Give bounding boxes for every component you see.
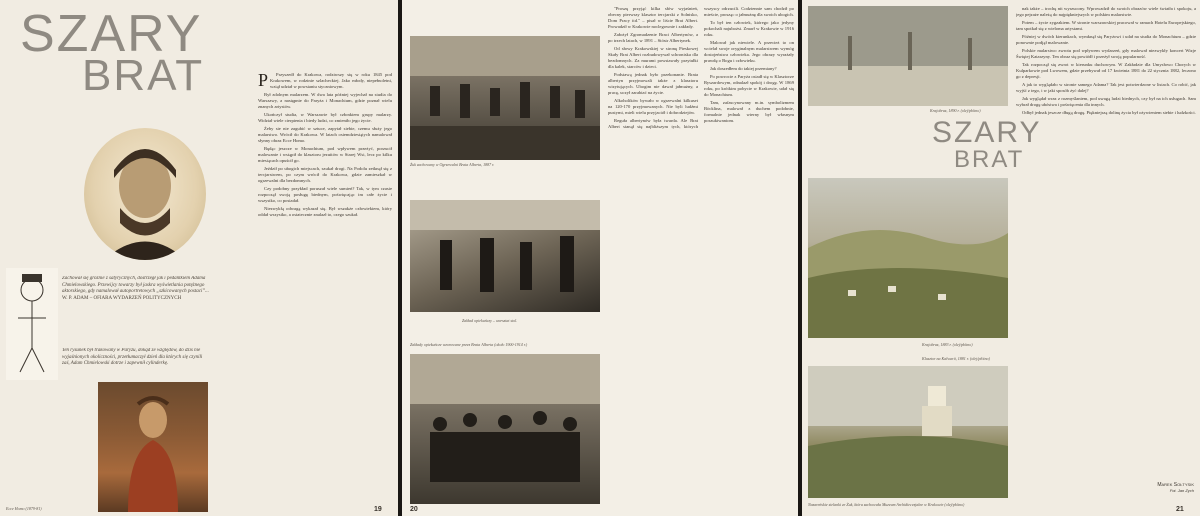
page-number-right: 21	[1176, 506, 1184, 513]
paragraph: Żeby sie nie zagubić w sztuce, zapytał siebie, czemu służy jego malarstwo. Wrócił do Krakowa. W latach osiemdziesiątych namalował słynny obraz Ecce Homo.	[258, 126, 392, 143]
right-page	[802, 0, 1200, 516]
author-name: Marek Sołtysik	[1157, 482, 1194, 488]
caption-winter: Krajobraz, 1890 r. (olej/płótno)	[930, 108, 981, 113]
ward-photo	[410, 36, 600, 160]
monastery-painting	[808, 366, 1008, 498]
paragraph: Po powrocie z Paryża osiadł się w Klasztorze Ryszardowym, odnalazł spokój i drogę. W 1869 roku, po krótkim pobycie w Krakowie, udał się do Monachium.	[704, 74, 794, 97]
caption-hills: Krajobraz, 1883 r. (olej/płótno)	[922, 342, 973, 347]
paragraph: Jak wyglądał wraz z rozmyślaniem, pod uwagą ludzi biednych, czy był na ich usługach. Sam wybrał drogę ubóstwa i poświęcenia dla innych.	[1016, 96, 1196, 107]
photo-caption-top: Żuk zachowany w Ogrzewalni Brata Alberta, 1887 r.	[410, 162, 495, 167]
paragraph: Tak rozpoczął się zwrot w kierunku duchowym. W Zakładzie dla Umysłowo Chorych w Kulparkowie pod Lwowem, gdzie przebywał od 17 kwietnia 1881 do 22 stycznia 1882, leczono go z depresji.	[1016, 62, 1196, 79]
paragraph: A jak to wyglądało w stronie samego Adama? Tak jest potwierdzone w listach. Co robić, jak wyjść z tego, i w jaki sposób żyć dalej?	[1016, 82, 1196, 93]
photo-caption-bottom: Zakłady opiekuńcze wzorowane przez Brata Alberta (około 1900-1914 r.)	[410, 342, 528, 347]
paragraph: Jeździł po ubogich miejscach, szukał drogi. Na Podolu zetknął się z tercjarstwem, po czym wrócił do Krakowa, gdzie zamieszkał w ogrzewalni dla bezdomnych.	[258, 166, 392, 183]
painting-credit: Ecce Homo (1879-81)	[6, 506, 42, 511]
portrait-illustration	[84, 128, 206, 260]
paragraph: Czy podobny przykład poruszał wiele sumień? Tak, w tym czasie rozpoczął swoją posługę biednym, poświęcając im całe życie i wszystko, co posiadał.	[258, 186, 392, 203]
paragraph: Niezwykłą odwagą wykazał się. Był wszakże człowiekiem, który oddał wszystko, a ostatecznie znalazł to, czego szukał.	[258, 206, 392, 217]
sketch-caption: Zachował się groźnie z satyrycznych, dostrzegł jak i pedantkiem Adama Chmielowskiego. Przewijcy towarzy był jaskra wyświetlania potężnego aktorskiego, gdy namalował autoportretowych „szkicowanych postaci”... W. P. ADAM – OFIARA WYDARZEŃ POLITYCZNYCH	[62, 276, 209, 301]
sketch-caption-signature: W. P. ADAM – OFIARA WYDARZEŃ POLITYCZNYCH	[62, 295, 182, 301]
caption-painting: Nazareńskie sielanki ze Żuk, która zachowała Muzeum Archidiecezjalne w Krakowie (olej/płótno)	[808, 502, 965, 507]
paragraph: Przyszedł do Krakowa, rodziwszy się w roku 1845 pod Krakowem, w rodzinie szlacheckiej. Jako młody, niepełnoletni, wziął udział w powstaniu styczniowym.	[270, 72, 392, 89]
paragraph: nak także – trochę nit wyrzucony. Wprowadził do swoich obrazów wiele światła i spokoju, a jego pejzaże należą do najpiękniejszych w polskim malarstwie.	[1016, 6, 1196, 17]
winter-landscape-painting	[808, 6, 1008, 106]
right-title-line1: SZARY	[932, 116, 1042, 149]
page-title-line1: SZARY	[20, 5, 203, 63]
middle-body-text	[608, 6, 794, 506]
sketch-note: Ten rysunek był trakowany w Paryżu, dokąd ze względów, do dziś nie wyjaśnionych okoliczności, przetłumaczył dzień dla których się czynili zaś, Adam Chmielowski dotrze i zapewnił cylinderkę.	[62, 348, 203, 366]
workshop-photo	[410, 200, 600, 312]
paragraph: Polskie malarstwo zwrotu pod wpływem wydarzeń, gdy malował niezwykły koncert Wizje Świętej Katarzyny. Ten obraz się powiódł i przeżył swoją popularność.	[1016, 48, 1196, 59]
sketch-caricature	[6, 268, 58, 380]
paragraph: Alkoholików bywało w ogrzewalni kilkuset na 120-170 przyjmowanych. Nie byli ludźmi pustymi, mieli wielu przyjaciół i dobrodziejów.	[608, 98, 698, 115]
paragraph: Jak doszedłem do takiej przemiany?	[710, 66, 777, 71]
left-body-text	[258, 72, 392, 508]
paragraph: To był ten człowiek, którego jako jedyny pokochali najubożsi. Zmarł w Krakowie w 1916 roku.	[704, 20, 794, 37]
right-body-text	[1016, 6, 1196, 476]
photo-caption-mid: Zakład opiekuńczy – warsztat stol.	[462, 318, 518, 323]
page-number: 19	[374, 506, 382, 513]
paragraph: Podstawą jednak było przekonanie. Brata albertyn przyjmowali także z klasztoru wizytujących. Ubogim nie dawał jałmużny, a pracę, uczył zarabiać na życie.	[608, 72, 698, 95]
right-title-line2: BRAT	[954, 146, 1025, 173]
author-signature	[1102, 482, 1194, 493]
paragraph: Założył Zgromadzenie Braci Albertynów, a po trzech latach, w 1891 – Sióstr Albertynek.	[608, 32, 698, 43]
left-page	[0, 0, 398, 516]
paragraph: Od słowy Krakowskiej w stronę Pieskowej Skały Brat Albert rozbudowywał schroniska dla bezdomnych. Za murami powstawały przytułki dla kalek, starców i dzieci.	[608, 46, 698, 69]
paragraph: Potem – życie zygzakiem. W stronie warszawskiej pracował w ramach Hotelu Europejskiego, tam spotkał się z wieloma artystami.	[1016, 20, 1196, 31]
paragraph: Był zdolnym malarzem. W dwa lata później wyjechał na studia do Warszawy, a następnie do Paryża i Monachium, gdzie poznał wielu znanych artystów.	[258, 92, 392, 109]
paragraph: Będąc jeszcze w Monachium, pod wpływem przeżyć, porzucił malowanie i wstąpił do klasztoru jezuitów w Starej Wsi, lecz po kilku miesiącach opuścił go.	[258, 146, 392, 163]
hills-landscape-painting	[808, 178, 1008, 338]
ecce-homo-painting	[98, 382, 208, 512]
paragraph: "Proszę przyjąć kilka słów wyjaśnień, obecny pierwszy klasztor tercjarski z Solnisko, Dom Pracy itd." – pisał w liście Brat Albert. Prowadził w Krakowie noclegownie i zakłady.	[608, 6, 698, 29]
photo-credit: Fot. Jan Zych	[1169, 488, 1194, 493]
portrait-photo	[84, 128, 206, 260]
page-number-middle: 20	[410, 506, 418, 513]
drop-cap: P	[258, 72, 269, 90]
paragraph: Później w dwóch kierunkach, wymknął się Paryżowi i udał na studia do Monachium – gdzie ponownie podjął malowanie.	[1016, 34, 1196, 45]
page-title-line2: BRAT	[82, 51, 205, 100]
paragraph: Malował jak niewiele. A przecież to on wcielał swoje oryginalnym malarstwem wymóg dostojeństwa człowieka. Jego obrazy wyrażały prawdę o Bogu i człowieku.	[704, 40, 794, 63]
paragraph: Tam, zafascynowany m.in. symbolizmem Böcklina, malował z duchem podobnie, formalnie jednak wierny był własnym poszukiwaniom.	[704, 100, 794, 123]
paragraph: Ukończył studia, w Warszawie był członkiem grupy malarzy. Widział wiele cierpienia i biedy ludzi, co zmieniło jego życie.	[258, 112, 392, 123]
paragraph: Odbył jednak jeszcze długą drogę. Piękniejszą dolinę życia był ożywieniem siebie i ludzkości.	[1022, 110, 1196, 115]
middle-page	[402, 0, 798, 516]
group-photo	[410, 354, 600, 504]
paragraph: Reguła albertynów była twarda. Ale Brat Albert stanął się najbliższym tych, których wszyscy odrzucili. Codziennie sam chodził po mieście, prosząc o jałmużnę dla swoich ubogich.	[608, 6, 794, 129]
caption-monastery: Klasztor na Kalwarii, 1881 r. (olej/płótno)	[922, 356, 990, 361]
